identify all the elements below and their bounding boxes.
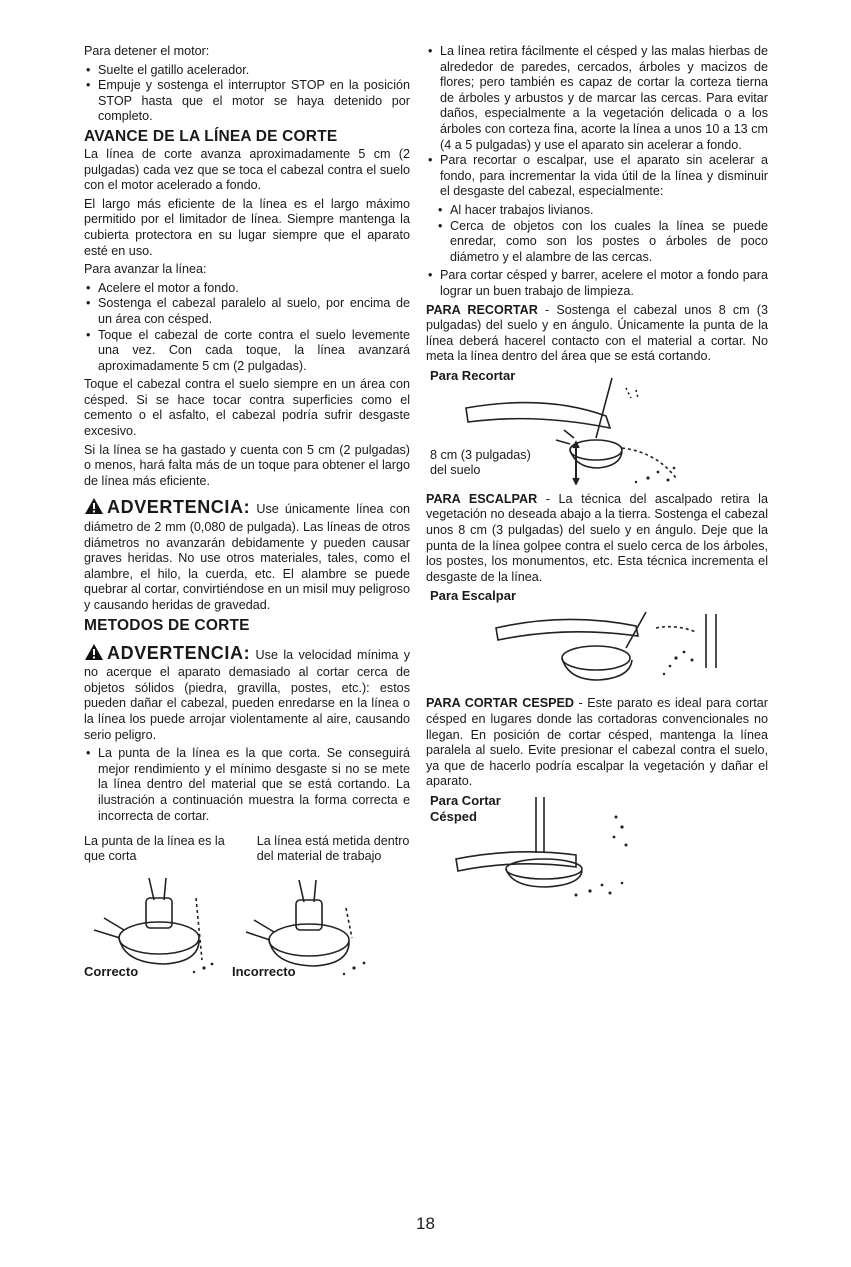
mowing-tips bbox=[426, 268, 768, 299]
paragraph: Para avanzar la línea: bbox=[84, 262, 207, 277]
section-heading: PARA ESCALPAR bbox=[426, 491, 538, 506]
list-item: • Acelere el motor a fondo. bbox=[84, 281, 410, 297]
figure-title: Para Recortar bbox=[430, 367, 516, 383]
left-column bbox=[84, 44, 410, 986]
paragraph: El largo más eficiente de la línea es el largo máximo permitido por el limitador de línea. Siempre mantenga la cubierta protectora en su lugar siempre que el aparato esté en uso. bbox=[84, 196, 410, 258]
list-item: • Para recortar o escalpar, use el aparato sin acelerar a fondo, para incrementar la vida útil de la línea y disminuir el desgaste del cabezal, especialmente: bbox=[426, 153, 768, 200]
list-item: • Cerca de objetos con los cuales la línea se puede enredar, como son los postes o árboles de poco diámetro y el alambre de las cercas. bbox=[426, 219, 768, 266]
stop-intro: Para detener el motor: bbox=[84, 44, 210, 58]
figure-mowing bbox=[426, 793, 768, 903]
warning-text: Use únicamente línea con diámetro de 2 mm (0,080 de pulgada). Las líneas de otros diámetros no avanzarán debidamente y pueden causar graves heridas. No use otros materiales, tales, como el alambre, el hilo, la cuerda, etc. El alambre se puede quebrar al cortar, convirtiéndose en un misil muy peligroso y causando heridas de gravedad. bbox=[84, 502, 410, 612]
list-item: • Empuje y sostenga el interruptor STOP en la posición STOP hasta que el motor se haya detenido por completo. bbox=[84, 78, 410, 125]
figure-captions bbox=[84, 834, 410, 864]
section-text: - La técnica del ascalpado retira la vegetación no deseada abajo a la tierra. Sostenga el cabezal unos 8 cm (3 pulgadas) del suelo y en ángulo. Deje que la punta de la línea golpee contra el suelo cerca de los árboles, los postes, los monumentos, etc. Esta técnica incrementa el desgaste de la línea. bbox=[426, 491, 768, 584]
warning-title: ADVERTENCIA: bbox=[107, 642, 251, 663]
list-item: • Para cortar césped y barrer, acelere el motor a fondo para lograr un buen trabajo de limpieza. bbox=[426, 268, 768, 299]
figure-correct-incorrect bbox=[84, 868, 410, 986]
section-heading-line-advance: AVANCE DE LA LÍNEA DE CORTE bbox=[84, 127, 338, 145]
list-item: • Suelte el gatillo acelerador. bbox=[84, 63, 410, 79]
paragraph: Toque el cabezal contra el suelo siempre en un área con césped. Si se hace tocar contra superficies como el cemento o el asfalto, el cabezal podría sufrir desgaste excesivo. bbox=[84, 377, 410, 439]
warning-triangle-icon bbox=[84, 643, 104, 666]
trimming-illustration bbox=[426, 368, 768, 488]
section-mowing bbox=[426, 696, 768, 790]
list-item: • Sostenga el cabezal paralelo al suelo, por encima de un área con césped. bbox=[84, 296, 410, 327]
section-text: - Este parato es ideal para cortar césped en lugares donde las cortadoras convencionales no llegan. En posición de cortar césped, mantenga la línea paralela al suelo. Evite presionar el cabezal contra el suelo, ya que de hacerlo podría escalpar la vegetación y dañar el aparato. bbox=[426, 696, 768, 789]
label-incorrect: Incorrecto bbox=[232, 964, 296, 980]
figure-scalping bbox=[426, 588, 768, 692]
figure-title: Para Cortar Césped bbox=[430, 793, 501, 824]
figure-title: Para Escalpar bbox=[430, 588, 517, 604]
list-item: • Al hacer trabajos livianos. bbox=[426, 203, 768, 219]
label-correct: Correcto bbox=[84, 964, 139, 980]
figure-trimming bbox=[426, 368, 768, 488]
list-item: • La línea retira fácilmente el césped y las malas hierbas de alrededor de paredes, cercados, árboles y macizos de flores; pero también es capaz de cortar la corteza tierna de árboles y arbustos y de marcar las cercas. Para evitar daños, especialmente a la vegetación delicada o a los árboles con corteza fina, acorte la línea a unos 10 a 13 cm (4 a 5 pulgadas) y use el aparato sin acelerar a fondo. bbox=[426, 44, 768, 153]
warning-block-line-diameter bbox=[84, 497, 410, 613]
mowing-illustration bbox=[426, 793, 768, 903]
trimming-sub-tips bbox=[426, 203, 768, 265]
trimming-tips bbox=[426, 44, 768, 200]
section-text: - Sostenga el cabezal unos 8 cm (3 pulgadas) del suelo y en ángulo. Únicamente la punta de la línea deberá hacerel contacto con el material a cortar. No meta la línea dentro del área que se está cortando. bbox=[426, 302, 768, 364]
figure-label-height: 8 cm (3 pulgadas) del suelo bbox=[430, 447, 531, 477]
paragraph: La línea de corte avanza aproximadamente 5 cm (2 pulgadas) cada vez que se toca el cabezal contra el suelo con el motor acelerado a fondo. bbox=[84, 146, 410, 193]
page-number: 18 bbox=[416, 1214, 435, 1233]
stop-steps bbox=[84, 63, 410, 125]
cutting-tips bbox=[84, 746, 410, 824]
list-item: • La punta de la línea es la que corta. Se conseguirá mejor rendimiento y el mínimo desgaste si no se mete la línea dentro del material que se está cortando. La ilustración a continuación muestra la forma correcta e incorrecta de cortar. bbox=[84, 746, 410, 824]
warning-block-speed bbox=[84, 643, 410, 744]
section-heading-cutting-methods: METODOS DE CORTE bbox=[84, 616, 250, 634]
caption-correct: La punta de la línea es la que corta bbox=[84, 834, 225, 864]
paragraph: Si la línea se ha gastado y cuenta con 5 cm (2 pulgadas) o menos, hará falta más de un toque para obtener el largo de línea más eficiente. bbox=[84, 442, 410, 488]
list-item: • Toque el cabezal de corte contra el suelo levemente una vez. Con cada toque, la línea avanzará aproximadamente 5 cm (2 pulgadas). bbox=[84, 328, 410, 375]
section-trimming bbox=[426, 303, 768, 365]
right-column bbox=[426, 44, 768, 903]
warning-text: Use la velocidad mínima y no acerque el aparato demasiado al cortar cerca de objetos sólidos (piedra, gravilla, postes, etc.): estos pueden dañar el cabezal, pueden enredarse en la línea o la línea los puede arrojar violentamente al aire, causando serio peligro. bbox=[84, 647, 410, 742]
section-heading: PARA RECORTAR bbox=[426, 302, 538, 317]
advance-steps bbox=[84, 281, 410, 375]
scalping-illustration bbox=[426, 588, 768, 692]
caption-incorrect: La línea está metida dentro del material de trabajo bbox=[256, 834, 410, 864]
warning-triangle-icon bbox=[84, 497, 104, 520]
section-scalping bbox=[426, 492, 768, 586]
section-heading: PARA CORTAR CESPED bbox=[426, 696, 575, 711]
warning-title: ADVERTENCIA: bbox=[107, 497, 251, 518]
